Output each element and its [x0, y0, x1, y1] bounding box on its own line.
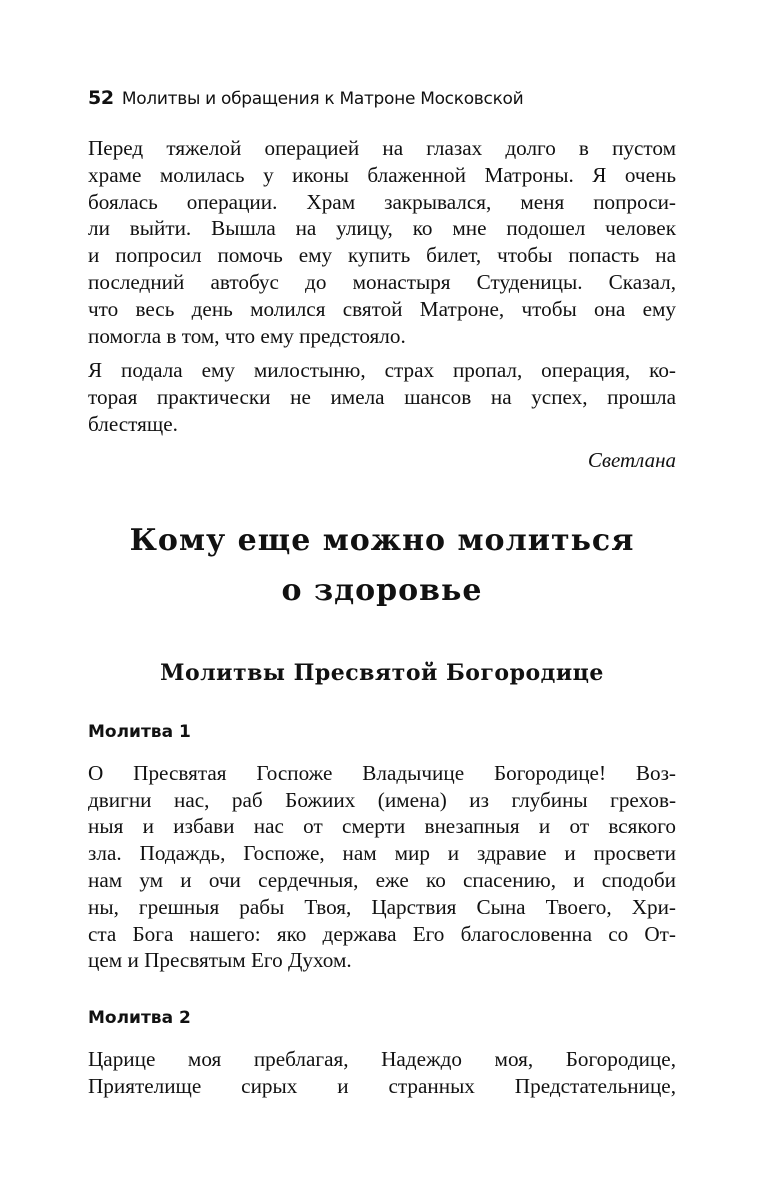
- text-line: ли выйти. Вышла на улицу, ко мне подошел человек: [88, 216, 676, 241]
- prayer-1-text: [88, 760, 676, 974]
- prayer-2-text: [88, 1046, 676, 1100]
- text-line: последний автобус до монастыря Студеницы. Сказал,: [88, 269, 676, 294]
- text-line: ны, грешныя рабы Твоя, Царствия Сына Твоего, Хри-: [88, 894, 676, 919]
- running-head-title: Молитвы и обращения к Матроне Московской: [121, 89, 524, 109]
- prayer-2-heading: Молитва 2: [88, 1008, 191, 1029]
- story-signature: Светлана: [587, 447, 676, 472]
- text-line: зла. Подаждь, Госпоже, нам мир и здравие и просвети: [88, 841, 676, 866]
- text-line: помогла в том, что ему предстояло.: [88, 323, 406, 348]
- text-line: и попросил помочь ему купить билет, чтобы попасть на: [88, 243, 676, 268]
- story-paragraph-2: [88, 357, 676, 437]
- text-line: Царице моя преблагая, Надеждо моя, Богородице,: [88, 1047, 676, 1072]
- section-title-line-1: Кому еще можно молиться: [129, 522, 635, 558]
- text-line: Я подала ему милостыню, страх пропал, операция, ко-: [88, 358, 676, 383]
- text-line: ста Бога нашего: яко держава Его благословенна со От-: [88, 921, 676, 946]
- text-line: боялась операции. Храм закрывался, меня попроси-: [88, 189, 676, 214]
- subsection-title: Молитвы Пресвятой Богородице: [160, 659, 604, 686]
- book-page: [88, 86, 676, 1108]
- text-line: нам ум и очи сердечныя, еже ко спасению, и сподоби: [88, 867, 676, 892]
- text-line: О Пресвятая Госпоже Владычице Богородице! Воз-: [88, 760, 676, 785]
- page-number: 52: [88, 87, 114, 109]
- text-line: торая практически не имела шансов на успех, прошла: [88, 385, 676, 410]
- text-line: цем и Пресвятым Его Духом.: [88, 948, 352, 973]
- running-head: [88, 86, 676, 111]
- text-line: блестяще.: [88, 411, 178, 436]
- prayer-1-heading: Молитва 1: [88, 721, 191, 742]
- text-line: что весь день молился святой Матроне, чтобы она ему: [88, 296, 676, 321]
- text-line: ныя и избави нас от смерти внезапныя и от всякого: [88, 814, 676, 839]
- text-line: двигни нас, раб Божиих (имена) из глубины грехов-: [88, 787, 676, 812]
- story-paragraph-1: [88, 135, 676, 349]
- text-line: Приятелище сирых и странных Предстательнице,: [88, 1073, 676, 1098]
- text-line: храме молилась у иконы блаженной Матроны. Я очень: [88, 162, 676, 187]
- text-line: Перед тяжелой операцией на глазах долго в пустом: [88, 136, 676, 160]
- section-title-line-2: о здоровье: [281, 572, 483, 608]
- section-title: [88, 516, 676, 616]
